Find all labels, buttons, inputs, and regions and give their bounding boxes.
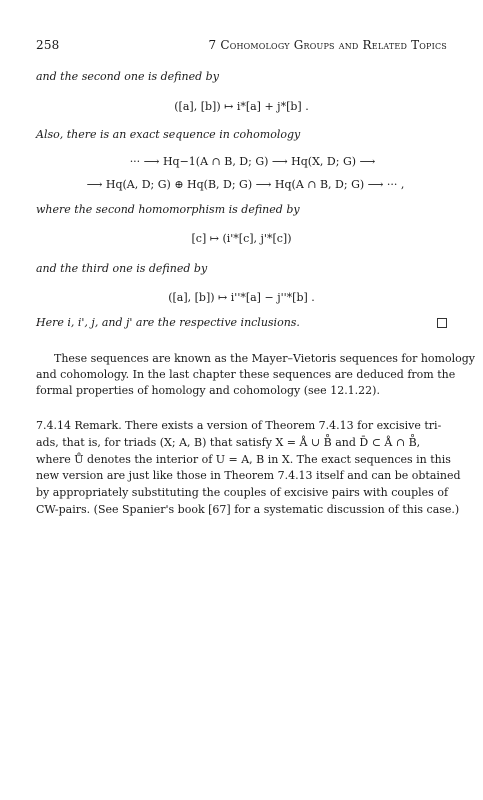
remark-line: CW-pairs. (See Spanier's book [67] for a systematic discussion of this case.) xyxy=(36,503,460,516)
remark-line: where Ů denotes the interior of U = A, B in X. The exact sequences in this xyxy=(36,453,451,466)
remark-line: ads, that is, for triads (X; A, B) that satisfy X = Å ∪ B̊ and D̄ ⊂ Å ∩ B̊, xyxy=(36,436,421,449)
text-line: and the third one is defined by xyxy=(36,262,208,275)
equation: ([a], [b]) ↦ i''*[a] − j''*[b] . xyxy=(168,291,315,304)
equation: ⟶ Hq(A, D; G) ⊕ Hq(B, D; G) ⟶ Hq(A ∩ B, D; G) ⟶ ··· , xyxy=(86,178,405,191)
paragraph-line: These sequences are known as the Mayer–Vietoris sequences for homology xyxy=(54,352,476,365)
remark-line: by appropriately substituting the couples of excisive pairs with couples of xyxy=(36,486,449,499)
qed-symbol xyxy=(437,318,447,328)
paragraph-line: and cohomology. In the last chapter these sequences are deduced from the xyxy=(36,368,456,381)
equation: ([a], [b]) ↦ i*[a] + j*[b] . xyxy=(174,100,309,113)
text-line: and the second one is defined by xyxy=(36,70,219,83)
running-head xyxy=(36,38,447,54)
text-line: Here i, i', j, and j' are the respective inclusions. xyxy=(36,316,300,329)
text-line: where the second homomorphism is defined by xyxy=(36,203,300,216)
text-line: Also, there is an exact sequence in cohomology xyxy=(36,128,301,141)
paragraph-line: formal properties of homology and cohomology (see 12.1.22). xyxy=(36,384,380,397)
equation: [c] ↦ (i'*[c], j'*[c]) xyxy=(191,232,292,245)
remark-line: new version are just like those in Theorem 7.4.13 itself and can be obtained xyxy=(36,469,461,482)
page-number: 258 xyxy=(36,38,60,52)
remark-line: 7.4.14 Remark. There exists a version of Theorem 7.4.13 for excisive tri- xyxy=(36,419,442,432)
equation: ··· ⟶ Hq−1(A ∩ B, D; G) ⟶ Hq(X, D; G) ⟶ xyxy=(129,155,376,168)
chapter-title: 7 Cohomology Groups and Related Topics xyxy=(208,38,447,52)
